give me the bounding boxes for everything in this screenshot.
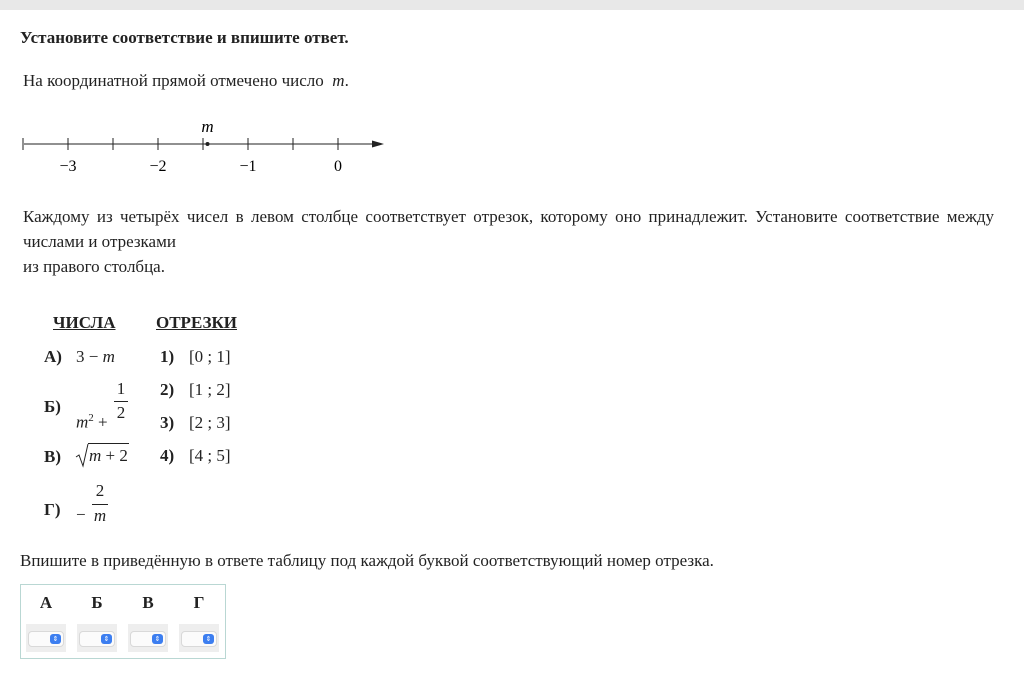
task-heading: Установите соответствие и впишите ответ.: [20, 28, 349, 47]
expr-c-variable: m: [89, 446, 102, 465]
segment-text-4: [4 ; 5]: [189, 446, 231, 465]
select-arrows-icon: ⇕: [101, 634, 112, 644]
expr-c-radicand: m + 2: [89, 446, 128, 465]
expr-d-numerator: 2: [95, 481, 105, 500]
expr-d-minus: −: [76, 505, 86, 524]
expr-d-fraction-bar: [92, 504, 108, 505]
answer-header-b: Б: [91, 593, 103, 612]
answer-table: [20, 584, 226, 659]
answer-cell-b: [77, 624, 117, 652]
answer-header-c: В: [142, 593, 154, 612]
answer-select-c[interactable]: [130, 631, 166, 647]
expr-b-sup: 2: [88, 412, 94, 424]
expr-a-text: 3 − m: [76, 347, 115, 366]
sqrt-sign: [75, 442, 89, 468]
numbers-column-header: ЧИСЛА: [53, 313, 116, 332]
sqrt-vinculum: [88, 443, 129, 444]
select-arrows-icon: ⇕: [203, 634, 214, 644]
intro-sentence: На координатной прямой отмечено число: [23, 71, 324, 90]
number-expr-c: [89, 446, 128, 466]
segment-text-2: [1 ; 2]: [189, 380, 231, 399]
number-label-a: А): [44, 347, 62, 366]
number-label-b: Б): [44, 397, 61, 416]
answer-cell-c: [128, 624, 168, 652]
segments-column-header: ОТРЕЗКИ: [156, 313, 238, 332]
expr-b-numerator: 1: [116, 379, 126, 398]
number-expr-b: [76, 412, 108, 433]
description-line-2: из правого столбца.: [23, 257, 165, 276]
intro-end: .: [344, 71, 349, 90]
answer-select-a[interactable]: [28, 631, 64, 647]
expr-b-fraction-bar: [114, 401, 128, 402]
segment-label-4: 4): [160, 446, 175, 465]
number-label-c: В): [44, 447, 61, 466]
segment-label-2: 2): [160, 380, 175, 399]
select-arrows-icon: ⇕: [50, 634, 61, 644]
tick-label-0: 0: [334, 158, 342, 175]
answer-cell-a: [26, 624, 66, 652]
segment-label-3: 3): [160, 413, 175, 432]
intro-variable: m: [332, 71, 345, 90]
segment-text-1: [0 ; 1]: [189, 347, 231, 366]
answer-cell-d: [179, 624, 219, 652]
answer-select-d[interactable]: [181, 631, 217, 647]
answer-instruction: Впишите в приведённую в ответе таблицу под каждой буквой соответствующий номер отрезка.: [20, 551, 714, 570]
matching-columns: [0, 0, 400, 540]
description-line-1: Каждому из четырёх чисел в левом столбце соответствует отрезок, которому оно принадлежит. Установите соответствие между числами и отрезками: [23, 207, 994, 251]
number-expr-a: [76, 347, 115, 367]
answer-header-a: А: [39, 593, 53, 612]
tick-label-minus-3: −3: [59, 158, 77, 175]
segment-label-1: 1): [160, 347, 175, 366]
tick-label-minus-2: −2: [149, 158, 167, 175]
number-label-d: Г): [44, 500, 61, 519]
tick-label-minus-1: −1: [239, 158, 257, 175]
expr-b-base: m: [76, 412, 89, 432]
expr-a-variable: m: [102, 347, 115, 366]
point-m-label: m: [201, 117, 214, 136]
expr-b-denominator: 2: [116, 403, 126, 422]
answer-select-b[interactable]: [79, 631, 115, 647]
select-arrows-icon: ⇕: [152, 634, 163, 644]
expr-b-plus: +: [98, 412, 108, 432]
expr-d-denominator: m: [93, 506, 107, 525]
answer-header-d: Г: [193, 593, 205, 612]
segment-text-3: [2 ; 3]: [189, 413, 231, 432]
